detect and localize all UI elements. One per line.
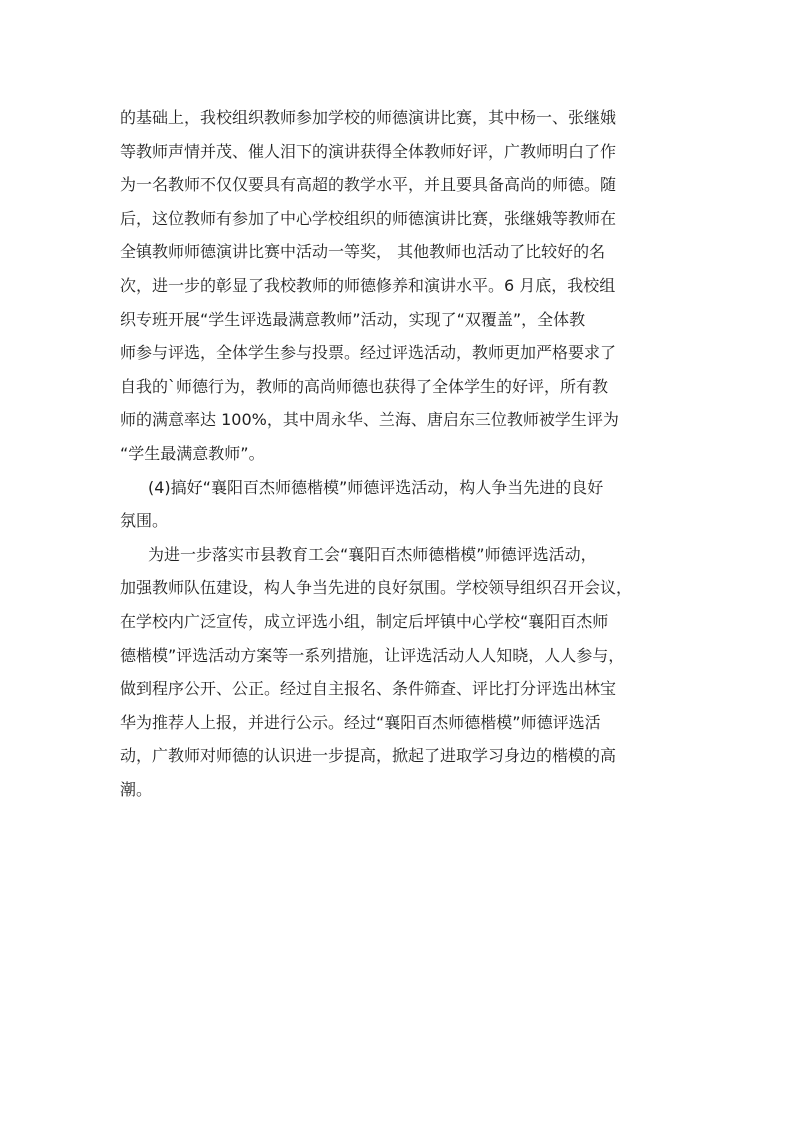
paragraph-line: 为一名教师不仅仅要具有高超的教学水平，并且要具备高尚的师德。随: [120, 175, 617, 195]
paragraph-line: 潮。: [120, 779, 153, 799]
paragraph-line: 在学校内广泛宣传，成立评选小组，制定后坪镇中心学校“襄阳百杰师: [120, 611, 609, 631]
section-heading-continuation: 氛围。: [120, 511, 169, 531]
paragraph-line: 织专班开展“学生评选最满意教师”活动，实现了“双覆盖”，全体教: [120, 309, 586, 329]
paragraph-line: 的基础上，我校组织教师参加学校的师德演讲比赛，其中杨一、张继娥: [120, 108, 617, 127]
paragraph-line: 德楷模”评选活动方案等一系列措施，让评选活动人人知晓，人人参与，: [120, 645, 625, 665]
paragraph-line: 后，这位教师有参加了中心学校组织的师德演讲比赛，张继娥等教师在: [120, 208, 617, 228]
document-body: [120, 101, 680, 806]
section-heading: (4)搞好“襄阳百杰师德楷模”师德评选活动，构人争当先进的良好: [148, 477, 604, 497]
paragraph-line: 做到程序公开、公正。经过自主报名、条件筛查、评比打分评选出林宝: [120, 679, 617, 699]
paragraph-line: 动，广教师对师德的认识进一步提高，掀起了进取学习身边的楷模的高: [120, 746, 617, 766]
paragraph-line: 全镇教师师德演讲比赛中活动一等奖， 其他教师也活动了比较好的名: [120, 242, 606, 262]
paragraph-line: “学生最满意教师”。: [120, 443, 265, 463]
paragraph-line: 次，进一步的彰显了我校教师的师德修养和演讲水平。6 月底，我校组: [120, 275, 616, 295]
paragraph-line: 师参与评选，全体学生参与投票。经过评选活动，教师更加严格要求了: [120, 343, 617, 363]
paragraph-line: 等教师声情并茂、催人泪下的演讲获得全体教师好评，广教师明白了作: [120, 141, 617, 161]
paragraph-line: 为进一步落实市县教育工会“襄阳百杰师德楷模”师德评选活动，: [148, 544, 597, 564]
paragraph-line: 自我的`师德行为，教师的高尚师德也获得了全体学生的好评，所有教: [120, 376, 609, 396]
paragraph-line: 加强教师队伍建设，构人争当先进的良好氛围。学校领导组织召开会议，: [120, 578, 633, 598]
paragraph-line: 师的满意率达 100%，其中周永华、兰海、唐启东三位教师被学生评为: [120, 410, 619, 430]
paragraph-line: 华为推荐人上报，并进行公示。经过“襄阳百杰师德楷模”师德评选活: [120, 712, 601, 732]
